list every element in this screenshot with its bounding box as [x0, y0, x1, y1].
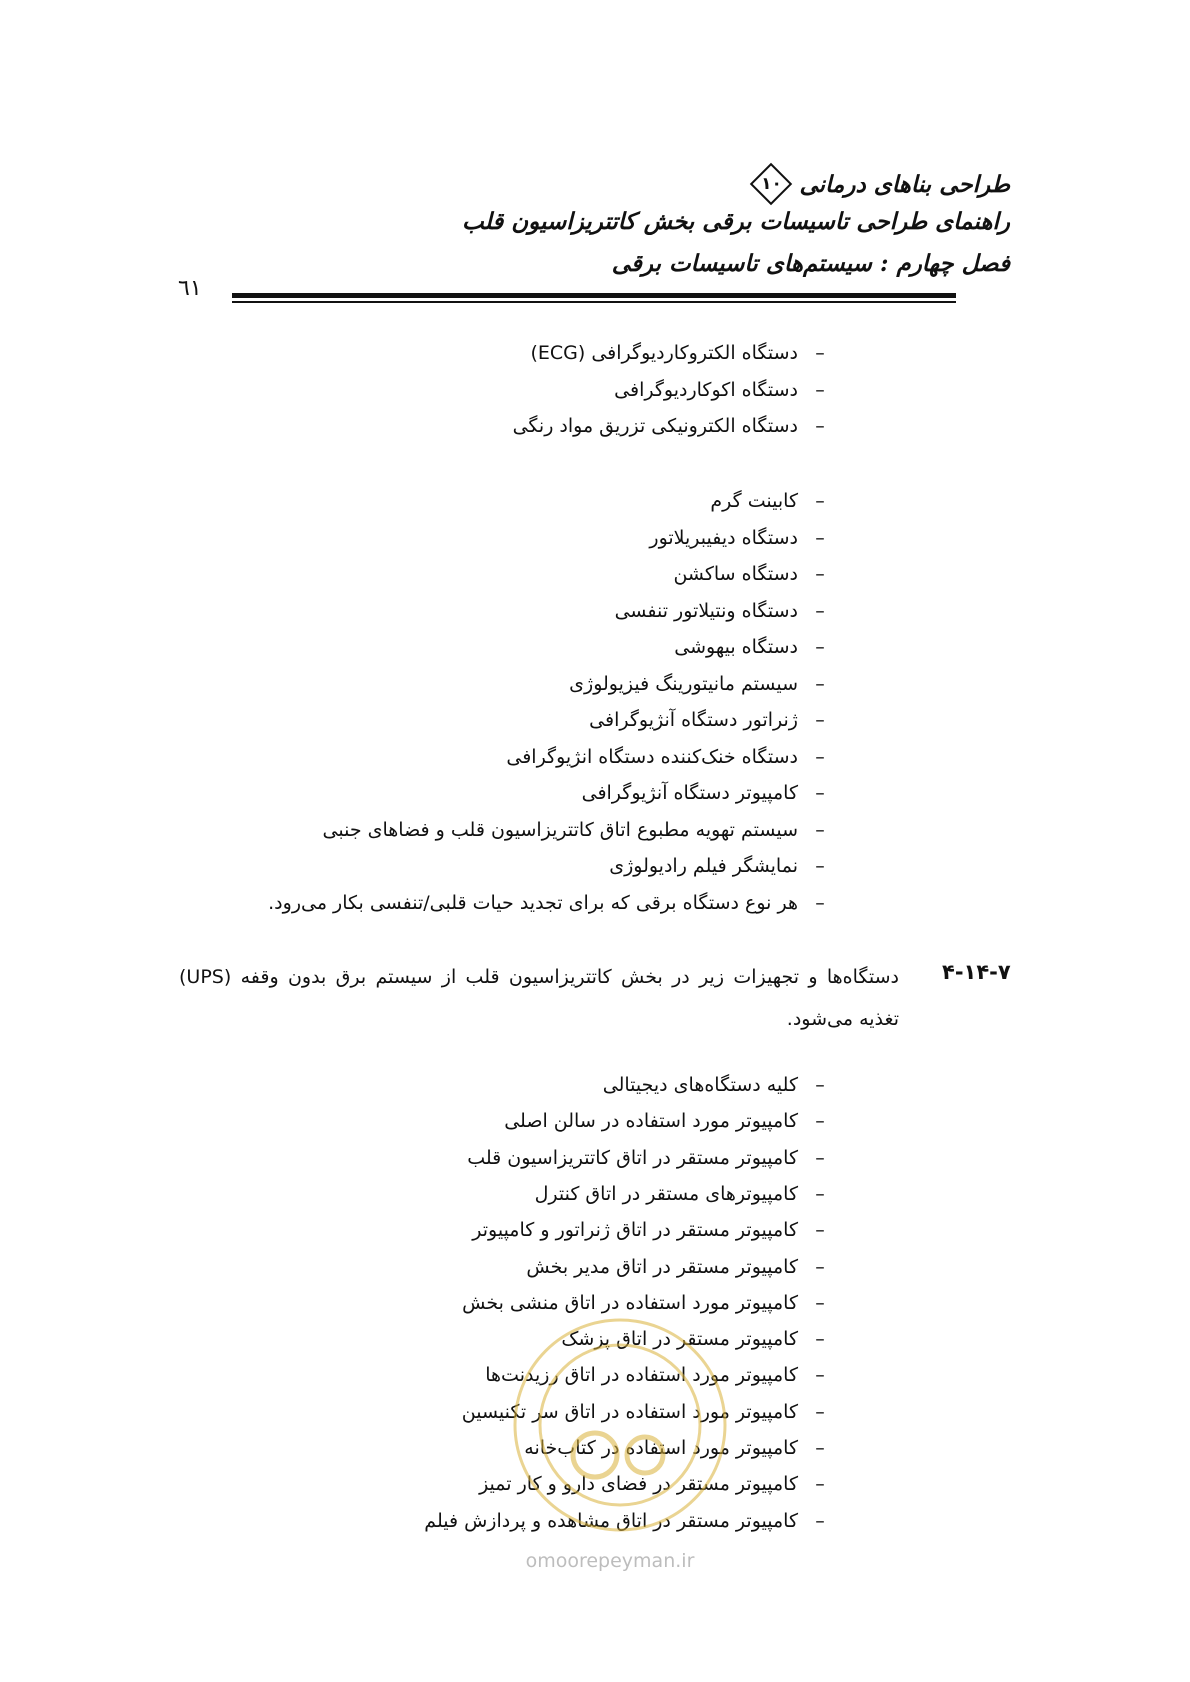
list-item — [569, 672, 840, 696]
list-bullet-dash: – — [815, 709, 825, 731]
list-item-text: هر نوع دستگاه برقی که برای تجدید حیات قلبی/تنفسی بکار می‌رود. — [268, 891, 798, 914]
list-item-text: دستگاه خنک‌کننده دستگاه انژیوگرافی — [506, 745, 798, 768]
header-subtitle: راهنمای طراحی تاسیسات برقی بخش کاتتریزاسیون قلب — [462, 208, 1010, 235]
list-item — [472, 1218, 840, 1242]
list-item — [268, 891, 840, 915]
list-item-text: کامپیوتر مستقر در اتاق مشاهده و پردازش فیلم — [424, 1509, 798, 1532]
list-item — [615, 599, 840, 623]
list-item — [513, 414, 840, 438]
list-item-text: سیستم مانیتورینگ فیزیولوژی — [569, 672, 798, 695]
list-item-text: کامپیوتر مستقر در فضای دارو و کار تمیز — [479, 1473, 798, 1496]
list-item-text: کامپیوترهای مستقر در اتاق کنترل — [534, 1182, 798, 1205]
list-item-text: دستگاه الکتروکاردیوگرافی (ECG) — [530, 342, 798, 364]
list-bullet-dash: – — [815, 1146, 825, 1169]
list-item-text: کامپیوتر مستقر در اتاق کاتتریزاسیون قلب — [467, 1146, 798, 1169]
list-item — [589, 708, 840, 732]
list-bullet-dash: – — [815, 1219, 825, 1242]
list-item — [614, 378, 840, 402]
list-item-text: کامپیوتر مورد استفاده در اتاق رزیدنت‌ها — [485, 1364, 798, 1387]
list-bullet-dash: – — [815, 1400, 825, 1423]
section-paragraph: دستگاه‌ها و تجهیزات زیر در بخش کاتتریزاسیون قلب از سیستم برق بدون وقفه (UPS) تغذیه می‌شود. — [179, 966, 899, 1030]
watermark-logo — [500, 1305, 740, 1545]
list-bullet-dash: – — [815, 1291, 825, 1314]
list-bullet-dash: – — [815, 378, 825, 401]
list-item-text: کامپیوتر مورد استفاده در کتاب‌خانه — [524, 1437, 798, 1459]
list-item-text: نمایشگر فیلم رادیولوژی — [609, 855, 798, 877]
list-item-text: دستگاه اکوکاردیوگرافی — [614, 378, 798, 401]
list-item — [609, 854, 840, 878]
list-bullet-dash: – — [815, 1110, 825, 1133]
list-item — [674, 635, 840, 659]
list-bullet-dash: – — [815, 1509, 825, 1532]
list-bullet-dash: – — [815, 415, 825, 437]
list-bullet-dash: – — [815, 599, 825, 622]
list-item-text: کامپیوتر مستقر در اتاق ژنراتور و کامپیوتر — [472, 1219, 798, 1242]
list-bullet-dash: – — [815, 1255, 825, 1278]
list-item-text: دستگاه ونتیلاتور تنفسی — [614, 599, 798, 622]
header-rule-thick — [232, 293, 956, 298]
list-item — [323, 818, 840, 842]
list-item-text: کامپیوتر دستگاه آنژیوگرافی — [581, 782, 798, 804]
chapter-badge — [747, 160, 795, 208]
list-item — [603, 1073, 840, 1097]
header-rule-thin — [232, 301, 956, 303]
list-bullet-dash: – — [815, 1437, 825, 1459]
list-item-text: دستگاه دیفیبریلاتور — [649, 526, 798, 549]
list-bullet-dash: – — [815, 636, 825, 658]
list-bullet-dash: – — [815, 526, 825, 549]
list-item — [526, 1255, 840, 1279]
list-item — [649, 526, 840, 550]
section-number: ۴-۱۴-۷ — [942, 960, 1011, 984]
watermark-url: omoorepeyman.ir — [525, 1550, 695, 1572]
list-bullet-dash: – — [815, 1364, 825, 1387]
list-bullet-dash: – — [815, 1074, 825, 1096]
list-item — [582, 781, 840, 805]
list-bullet-dash: – — [815, 342, 825, 364]
list-item-text: کامپیوتر مورد استفاده در اتاق سر تکنیسین — [461, 1400, 798, 1423]
list-item-text: دستگاه ساکشن — [673, 563, 798, 585]
header-title-line — [747, 160, 1010, 208]
list-item — [535, 1182, 840, 1206]
list-bullet-dash: – — [815, 855, 825, 877]
header-book-title: طراحی بناهای درمانی — [799, 170, 1010, 198]
list-bullet-dash: – — [815, 1328, 825, 1351]
list-bullet-dash: – — [815, 891, 825, 914]
list-bullet-dash: – — [815, 782, 825, 804]
list-bullet-dash: – — [815, 745, 825, 768]
list-item-text: کامپیوتر مستقر در اتاق پزشک — [561, 1328, 798, 1351]
list-item-text: کابینت گرم — [710, 490, 798, 512]
list-item — [673, 562, 840, 586]
list-bullet-dash: – — [815, 490, 825, 512]
list-bullet-dash: – — [815, 818, 825, 841]
list-item-text: کامپیوتر مستقر در اتاق مدیر بخش — [526, 1255, 798, 1278]
list-bullet-dash: – — [815, 1182, 825, 1205]
list-item — [506, 745, 840, 769]
list-item-text: دستگاه الکترونیکی تزریق مواد رنگی — [512, 415, 798, 437]
list-item — [467, 1146, 840, 1170]
list-item-text: کامپیوتر مورد استفاده در سالن اصلی — [504, 1110, 798, 1133]
chapter-badge-number: ۱۰ — [761, 174, 782, 194]
watermark-inner-ring — [540, 1345, 700, 1505]
header-chapter: فصل چهارم : سیستم‌های تاسیسات برقی — [611, 250, 1010, 277]
list-item-text: کلیه دستگاه‌های دیجیتالی — [602, 1074, 798, 1096]
list-bullet-dash: – — [815, 672, 825, 695]
list-bullet-dash: – — [815, 563, 825, 585]
page-number: ٦١ — [178, 276, 202, 301]
gear-icon — [573, 1433, 663, 1477]
list-item-text: دستگاه بیهوشی — [674, 636, 798, 658]
watermark-outer-ring — [515, 1320, 725, 1530]
list-item — [530, 341, 840, 365]
list-bullet-dash: – — [815, 1473, 825, 1496]
list-item-text: سیستم تهویه مطبوع اتاق کاتتریزاسیون قلب و فضاهای جنبی — [322, 818, 798, 841]
list-item — [710, 489, 840, 513]
list-item — [504, 1109, 840, 1133]
list-item-text: ژنراتور دستگاه آنژیوگرافی — [589, 709, 798, 731]
list-item-text: کامپیوتر مورد استفاده در اتاق منشی بخش — [462, 1291, 798, 1314]
